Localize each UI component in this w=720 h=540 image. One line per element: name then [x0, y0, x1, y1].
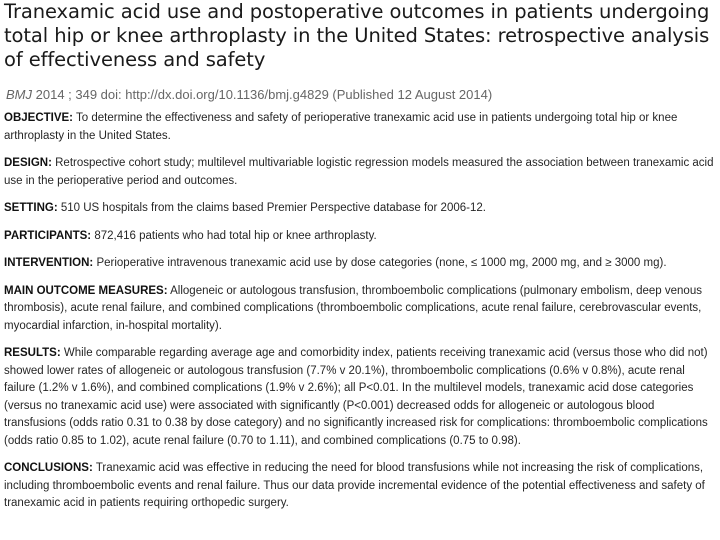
section-label: DESIGN:	[4, 157, 52, 169]
section-main-outcome-measures	[4, 283, 718, 336]
section-participants	[4, 228, 718, 246]
section-text: Retrospective cohort study; multilevel multivariable logistic regression models measured the association between tranexamic acid use in the perioperative period and outcomes.	[4, 157, 714, 187]
section-label: RESULTS:	[4, 347, 61, 359]
section-intervention	[4, 255, 718, 273]
section-design	[4, 155, 718, 190]
abstract-body	[4, 110, 718, 523]
section-label: CONCLUSIONS:	[4, 462, 93, 474]
citation-line	[6, 87, 716, 103]
section-label: MAIN OUTCOME MEASURES:	[4, 284, 168, 297]
section-label: OBJECTIVE:	[4, 112, 74, 124]
citation-details: 2014 ; 349 doi: http://dx.doi.org/10.1136/bmj.g4829 (Published 12 August 2014)	[35, 87, 493, 102]
section-text: Allogeneic or autologous transfusion, thromboembolic complications (pulmonary embolism, deep venous thrombosis), acute renal failure, and combined complications (thromboembolic complications, acute renal failure, cerebrovascular events, myocardial infarction, in-hospital mortality).	[4, 284, 702, 332]
section-text: Tranexamic acid was effective in reducing the need for blood transfusions while not increasing the risk of complications, including thromboembolic events and renal failure. Thus our data provide incremental evidence of the potential effectiveness and safety of tranexamic acid in patients requiring orthopedic surgery.	[4, 462, 705, 509]
section-text: 872,416 patients who had total hip or knee arthroplasty.	[94, 229, 377, 242]
section-text: Perioperative intravenous tranexamic acid use by dose categories (none, ≤ 1000 mg, 2000 mg, and ≥ 3000 mg).	[96, 257, 667, 269]
journal-name: BMJ	[6, 87, 32, 102]
section-setting	[4, 200, 718, 218]
section-objective	[4, 110, 718, 145]
section-conclusions	[4, 460, 718, 513]
section-text: To determine the effectiveness and safety of perioperative tranexamic acid use in patients undergoing total hip or knee arthroplasty in the United States.	[4, 112, 678, 142]
article-title: Tranexamic acid use and postoperative outcomes in patients undergoing total hip or knee arthroplasty in the United States: retrospective analysis of effectiveness and safety	[4, 0, 710, 71]
section-label: INTERVENTION:	[4, 257, 94, 269]
section-text: 510 US hospitals from the claims based Premier Perspective database for 2006-12.	[60, 202, 486, 214]
section-text: While comparable regarding average age and comorbidity index, patients receiving tranexamic acid (versus those who did not) showed lower rates of allogeneic or autologous transfusion (7.7% v 20.1%), thromboembolic complications (0.6% v 0.8%), acute renal failure (1.2% v 1.6%), and combined complications (1.9% v 2.6%); all P<0.01. In the multilevel models, tranexamic acid dose categories (versus no tranexamic acid use) were associated with significantly (P<0.001) decreased odds for allogeneic or autologous blood transfusions (odds ratio 0.31 to 0.38 by dose category) and no significantly increased risk for complications: thromboembolic complications (odds ratio 0.85 to 1.02), acute renal failure (0.70 to 1.11), and combined complications (0.75 to 0.98).	[4, 347, 708, 447]
section-results	[4, 345, 718, 450]
section-label: PARTICIPANTS:	[4, 229, 92, 242]
section-label: SETTING:	[4, 202, 58, 214]
